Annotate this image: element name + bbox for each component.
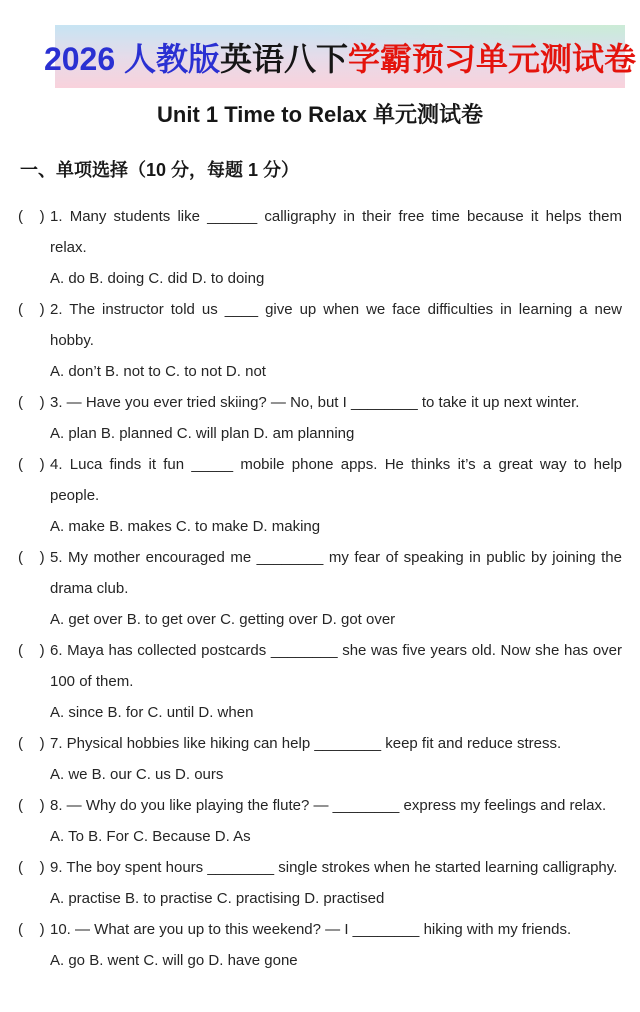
section-heading: 一、单项选择（10 分，每题 1 分） xyxy=(20,160,300,180)
question-item xyxy=(18,387,622,449)
page-title: Unit 1 Time to Relax 单元测试卷 xyxy=(157,102,483,127)
answer-blank-parens: ( ) xyxy=(18,394,45,411)
answer-blank-parens: ( ) xyxy=(18,208,45,225)
question-text xyxy=(18,449,622,511)
question-list xyxy=(18,201,622,976)
question-text xyxy=(18,201,622,263)
question-text xyxy=(18,635,622,697)
answer-blank-parens: ( ) xyxy=(18,642,45,659)
question-item xyxy=(18,449,622,542)
question-options: A. make B. makes C. to make D. making xyxy=(50,518,321,535)
question-item xyxy=(18,728,622,790)
question-stem: 4. Luca finds it fun _____ mobile phone apps. He thinks it’s a great way to help people. xyxy=(50,456,622,504)
question-options: A. To B. For C. Because D. As xyxy=(50,828,251,845)
question-options: A. practise B. to practise C. practising D. practised xyxy=(50,890,385,907)
question-stem: 9. The boy spent hours ________ single strokes when he started learning calligraphy. xyxy=(50,859,618,876)
question-options: A. we B. our C. us D. ours xyxy=(50,766,224,783)
question-options: A. get over B. to get over C. getting over D. got over xyxy=(50,611,396,628)
question-item xyxy=(18,201,622,294)
question-text xyxy=(18,294,622,356)
question-stem: 6. Maya has collected postcards ________ she was five years old. Now she has over 100 of them. xyxy=(50,642,622,690)
question-text xyxy=(18,542,622,604)
question-options: A. go B. went C. will go D. have gone xyxy=(50,952,298,969)
question-stem: 1. Many students like ______ calligraphy in their free time because it helps them relax. xyxy=(50,208,622,256)
question-options: A. since B. for C. until D. when xyxy=(50,704,254,721)
answer-blank-parens: ( ) xyxy=(18,797,45,814)
question-stem: 10. — What are you up to this weekend? — I ________ hiking with my friends. xyxy=(50,921,572,938)
answer-blank-parens: ( ) xyxy=(18,921,45,938)
answer-blank-parens: ( ) xyxy=(18,735,45,752)
question-options: A. don’t B. not to C. to not D. not xyxy=(50,363,266,380)
question-stem: 8. — Why do you like playing the flute? — ________ express my feelings and relax. xyxy=(50,797,607,814)
question-item xyxy=(18,635,622,728)
question-stem: 3. — Have you ever tried skiing? — No, but I ________ to take it up next winter. xyxy=(50,394,580,411)
question-options: A. do B. doing C. did D. to doing xyxy=(50,270,265,287)
question-item xyxy=(18,914,622,976)
question-text xyxy=(18,728,622,759)
banner-segment-2: 学霸预习单元测试卷 xyxy=(348,40,637,77)
question-stem: 7. Physical hobbies like hiking can help ________ keep fit and reduce stress. xyxy=(50,735,562,752)
answer-blank-parens: ( ) xyxy=(18,456,45,473)
question-options: A. plan B. planned C. will plan D. am planning xyxy=(50,425,355,442)
question-item xyxy=(18,294,622,387)
question-text xyxy=(18,852,622,883)
banner-segment-1: 英语八下 xyxy=(220,40,349,77)
answer-blank-parens: ( ) xyxy=(18,301,45,318)
question-stem: 5. My mother encouraged me ________ my fear of speaking in public by joining the drama club. xyxy=(50,549,622,597)
question-text xyxy=(18,387,622,418)
answer-blank-parens: ( ) xyxy=(18,859,45,876)
question-item xyxy=(18,790,622,852)
banner xyxy=(43,25,637,88)
question-stem: 2. The instructor told us ____ give up when we face difficulties in learning a new hobby. xyxy=(50,301,622,349)
banner-segment-0: 2026 人教版 xyxy=(43,40,221,77)
question-text xyxy=(18,914,622,945)
question-item xyxy=(18,542,622,635)
answer-blank-parens: ( ) xyxy=(18,549,45,566)
question-text xyxy=(18,790,622,821)
question-item xyxy=(18,852,622,914)
